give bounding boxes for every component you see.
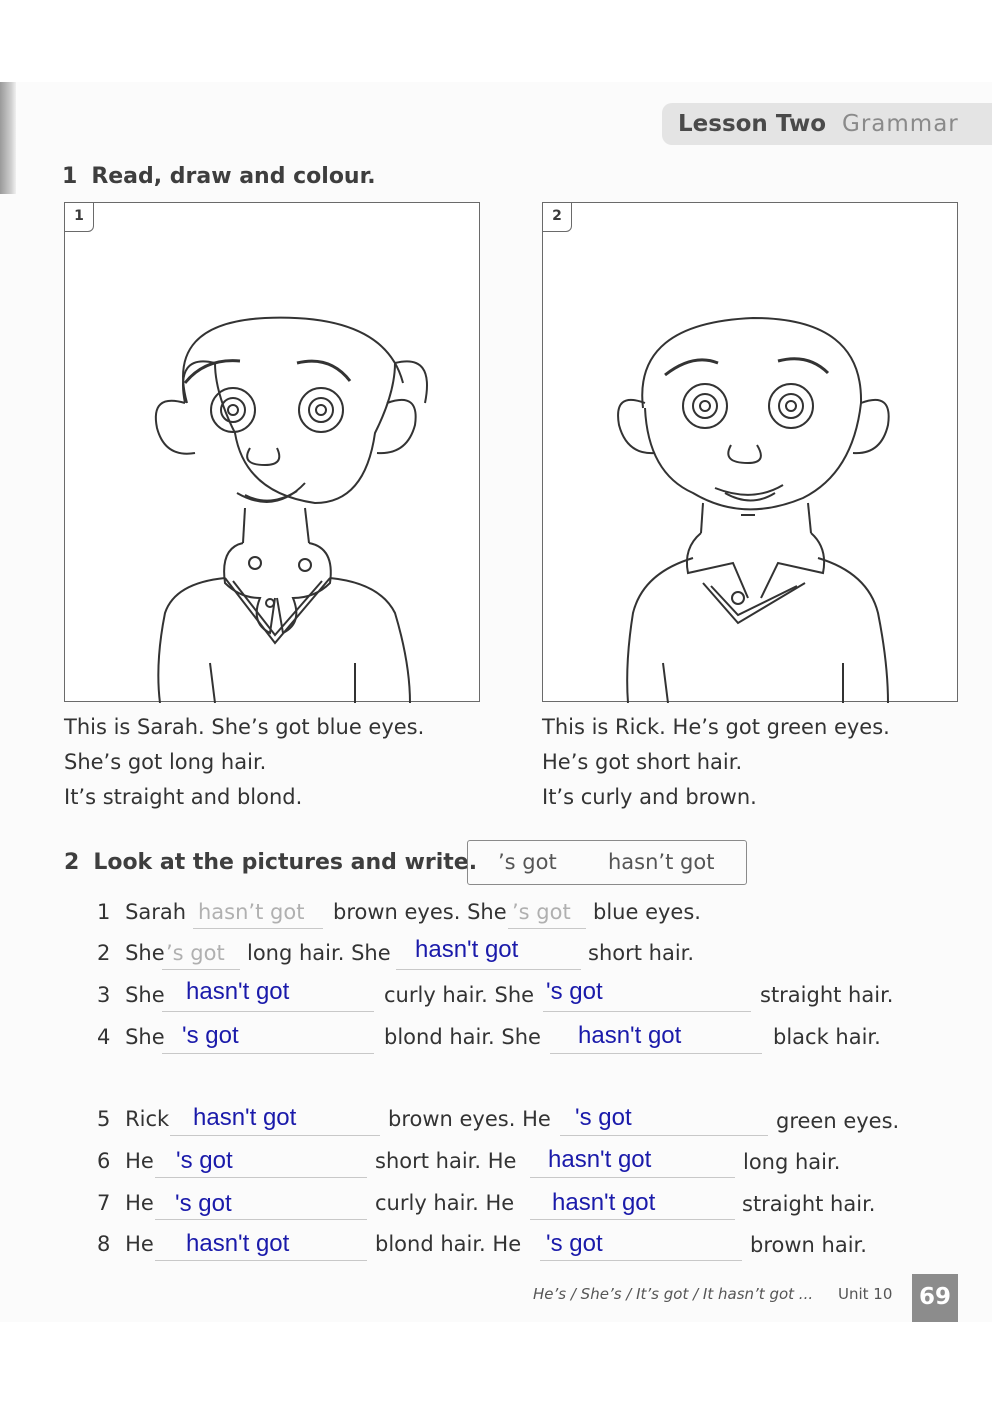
row-end-text: black hair. xyxy=(773,1025,881,1049)
handwritten-answer: hasn't got xyxy=(548,1146,652,1173)
row-end-text: brown hair. xyxy=(750,1233,867,1257)
row-middle-text: curly hair. She xyxy=(384,983,535,1007)
row-middle-text: curly hair. He xyxy=(375,1191,515,1215)
description-line: This is Rick. He’s got green eyes. xyxy=(542,715,890,739)
word-option: hasn’t got xyxy=(608,850,715,874)
handwritten-answer: hasn't got xyxy=(193,1104,297,1131)
row-number: 2 xyxy=(97,941,111,965)
row-subject: He xyxy=(125,1149,154,1173)
row-subject: Sarah xyxy=(125,900,187,924)
row-end-text: long hair. xyxy=(743,1150,841,1174)
row-number: 5 xyxy=(97,1107,111,1131)
row-subject: She xyxy=(125,941,165,965)
sentence-row-6 xyxy=(97,1149,154,1173)
handwritten-answer: 's got xyxy=(546,1230,603,1257)
exercise-number: 2 xyxy=(64,850,80,875)
description-line: This is Sarah. She’s got blue eyes. xyxy=(64,715,425,739)
footer-topic: He’s / She’s / It’s got / It hasn’t got ... xyxy=(533,1285,814,1303)
section-label: Grammar xyxy=(842,111,959,137)
description-line: It’s straight and blond. xyxy=(64,785,303,809)
row-subject: Rick xyxy=(125,1107,170,1131)
row-subject: She xyxy=(125,983,165,1007)
example-answer: hasn’t got xyxy=(198,900,305,924)
example-answer: ’s got xyxy=(512,900,571,924)
row-number: 6 xyxy=(97,1149,111,1173)
row-subject: He xyxy=(125,1191,154,1215)
row-number: 3 xyxy=(97,983,111,1007)
handwritten-answer: hasn't got xyxy=(552,1189,656,1216)
handwritten-answer: hasn't got xyxy=(415,936,519,963)
sentence-row-3 xyxy=(97,983,165,1007)
row-middle-text: short hair. He xyxy=(375,1149,517,1173)
picture-badge: 2 xyxy=(542,202,572,232)
handwritten-answer: 's got xyxy=(575,1104,632,1131)
handwritten-answer: 's got xyxy=(176,1147,233,1174)
row-middle-text: blond hair. She xyxy=(384,1025,541,1049)
example-answer: ’s got xyxy=(166,941,225,965)
sentence-row-1 xyxy=(97,900,186,924)
lesson-header-tab xyxy=(662,103,992,145)
handwritten-answer: 's got xyxy=(175,1190,232,1217)
word-box xyxy=(467,840,747,885)
exercise-2-title xyxy=(64,850,477,875)
sarah-description xyxy=(64,710,424,815)
exercise-number: 1 xyxy=(62,164,78,189)
rick-line-drawing xyxy=(543,203,959,703)
row-number: 7 xyxy=(97,1191,111,1215)
picture-frame-1[interactable] xyxy=(64,202,480,702)
row-number: 4 xyxy=(97,1025,111,1049)
handwritten-answer: 's got xyxy=(546,978,603,1005)
sentence-row-5 xyxy=(97,1107,169,1131)
rick-description xyxy=(542,710,890,815)
sentence-row-4 xyxy=(97,1025,165,1049)
row-middle-text: long hair. She xyxy=(247,941,391,965)
sentence-row-2 xyxy=(97,941,165,965)
sentence-row-8 xyxy=(97,1232,154,1256)
page-spine-shadow xyxy=(0,82,16,194)
row-end-text: short hair. xyxy=(588,941,695,965)
sentence-row-7 xyxy=(97,1191,154,1215)
picture-frame-2[interactable] xyxy=(542,202,958,702)
handwritten-answer: hasn't got xyxy=(186,978,290,1005)
description-line: He’s got short hair. xyxy=(542,750,743,774)
picture-badge: 1 xyxy=(64,202,94,232)
word-option: ’s got xyxy=(498,850,557,874)
page-number: 69 xyxy=(912,1274,958,1322)
row-end-text: blue eyes. xyxy=(593,900,701,924)
description-line: She’s got long hair. xyxy=(64,750,267,774)
footer-unit: Unit 10 xyxy=(838,1285,893,1303)
handwritten-answer: hasn't got xyxy=(578,1022,682,1049)
exercise-instruction: Look at the pictures and write. xyxy=(93,850,478,875)
row-number: 8 xyxy=(97,1232,111,1256)
exercise-1-title xyxy=(62,164,376,189)
description-line: It’s curly and brown. xyxy=(542,785,757,809)
handwritten-answer: 's got xyxy=(182,1022,239,1049)
row-end-text: green eyes. xyxy=(776,1109,900,1133)
lesson-label: Lesson Two xyxy=(678,111,827,137)
row-subject: She xyxy=(125,1025,165,1049)
row-end-text: straight hair. xyxy=(760,983,894,1007)
row-middle-text: blond hair. He xyxy=(375,1232,522,1256)
row-end-text: straight hair. xyxy=(742,1192,876,1216)
row-middle-text: brown eyes. He xyxy=(388,1107,551,1131)
row-subject: He xyxy=(125,1232,154,1256)
sarah-line-drawing xyxy=(65,203,481,703)
row-number: 1 xyxy=(97,900,111,924)
exercise-instruction: Read, draw and colour. xyxy=(91,164,376,189)
row-middle-text: brown eyes. She xyxy=(333,900,507,924)
handwritten-answer: hasn't got xyxy=(186,1230,290,1257)
